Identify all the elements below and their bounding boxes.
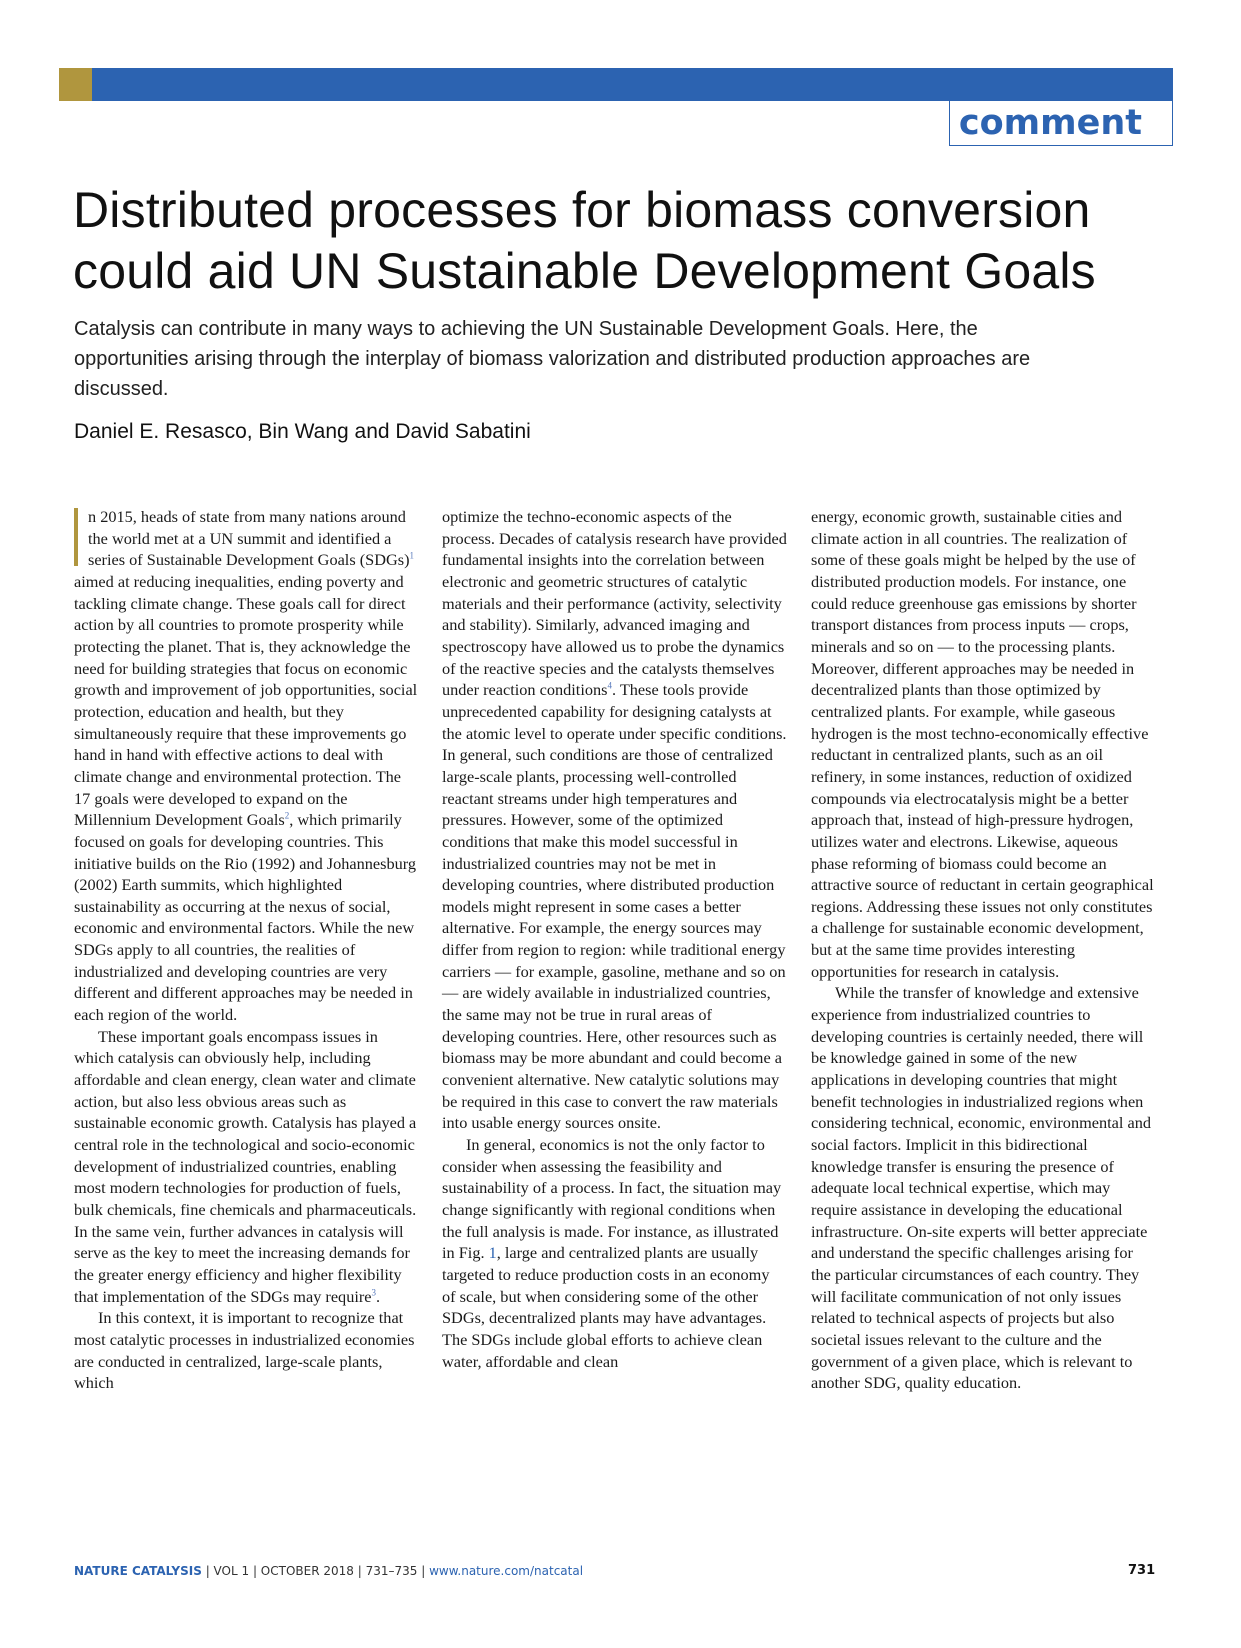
- paragraph-text: aimed at reducing inequalities, ending poverty and tackling climate change. These goals call for direct action by all countries to promote prosperity while protecting the planet. That is, they acknowledge the need for building strategies that focus on economic growth and improvement of job opportunities, social protection, education and health, but they simultaneously require that these improvements go hand in hand with effective actions to deal with climate change and environmental protection. The 17 goals were developed to expand on the Millennium Development Goals: [74, 571, 418, 830]
- issue-details: | VOL 1 | OCTOBER 2018 | 731–735 |: [201, 1564, 430, 1578]
- page-footer: [74, 1564, 583, 1578]
- paragraph-text: , large and centralized plants are usually targeted to reduce production costs in an economy of scale, but when considering some of the other SDGs, decentralized plants may have advantages. The SDGs include global efforts to achieve clean water, affordable and clean: [442, 1243, 770, 1371]
- paragraph-text: .: [376, 1286, 381, 1306]
- paragraph-text: . These tools provide unprecedented capability for designing catalysts at the atomic level to operate under specific conditions. In general, such conditions are those of centralized large-scale plants, processing well-controlled reactant streams under high temperatures and pressures. However, some of the optimized conditions that make this model successful in industrialized countries may not be met in developing countries, where distributed production models might represent in some cases a better alternative. For example, the energy sources may differ from region to region: while traditional energy carriers — for example, gasoline, methane and so on — are widely available in industrialized countries, the same may not be true in rural areas of developing countries. Here, other resources such as biomass may be more abundant and could become a convenient alternative. New catalytic solutions may be required in this case to convert the raw materials into usable energy sources onsite.: [442, 680, 787, 1133]
- paragraph-text: In general, economics is not the only factor to consider when assessing the feasibility and sustainability of a process. In fact, the situation may change significantly with regional conditions when the full analysis is made. For instance, as illustrated in Fig.: [442, 1135, 782, 1263]
- paragraph-text: These important goals encompass issues in which catalysis can obviously help, including affordable and clean energy, clean water and climate action, but also less obvious areas such as sustainable economic growth. Catalysis has played a central role in the technological and socio-economic development of industrialized countries, enabling most modern technologies for production of fuels, bulk chemicals, fine chemicals and pharmaceuticals. In the same vein, further advances in catalysis will serve as the key to meet the increasing demands for the greater energy efficiency and higher flexibility that implementation of the SDGs may require: [74, 1026, 417, 1306]
- paragraph-text: optimize the techno-economic aspects of the process. Decades of catalysis research have provided fundamental insights into the correlation between electronic and geometric structures of catalytic materials and their performance (activity, selectivity and stability). Similarly, advanced imaging and spectroscopy have allowed us to probe the dynamics of the reactive species and the catalysts themselves under reaction conditions: [442, 507, 787, 700]
- journal-url-link[interactable]: www.nature.com/natcatal: [429, 1564, 584, 1578]
- standfirst: Catalysis can contribute in many ways to achieving the UN Sustainable Development Goals. Here, the opportunities arising through the interplay of biomass valorization and distributed production approaches are discussed.: [74, 318, 1031, 400]
- figure-link[interactable]: 1: [488, 1243, 497, 1263]
- author-list: Daniel E. Resasco, Bin Wang and David Sabatini: [74, 420, 531, 443]
- article-title: Distributed processes for biomass conversion could aid UN Sustainable Development Goals: [73, 182, 1096, 299]
- reference-link[interactable]: 2: [284, 810, 290, 821]
- body-paragraph: While the transfer of knowledge and extensive experience from industrialized countries to developing countries is certainly needed, there will be knowledge gained in some of the new applications in developing countries that might benefit technologies in industrialized regions when considering technical, economic, environmental and social factors. Implicit in this bidirectional knowledge transfer is ensuring the presence of adequate local technical expertise, which may require assistance in developing the educational infrastructure. On-site experts will better appreciate and understand the specific challenges arising for the particular circumstances of each country. They will facilitate communication of not only issues related to technical aspects of projects but also societal issues relevant to the culture and the government of a given place, which is relevant to another SDG, quality education.: [811, 983, 1151, 1393]
- body-paragraph: In this context, it is important to recognize that most catalytic processes in industrialized economies are conducted in centralized, large-scale plants, which: [74, 1308, 415, 1393]
- body-paragraph: [74, 1026, 419, 1308]
- body-paragraph: [74, 506, 419, 1026]
- paragraph-text: , which primarily focused on goals for developing countries. This initiative builds on the Rio (1992) and Johannesburg (2002) Earth summits, which highlighted sustainability as occurring at the nexus of social, economic and environmental factors. While the new SDGs apply to all countries, the realities of industrialized and developing countries are very different and different approaches may be needed in each region of the world.: [74, 810, 417, 1025]
- header-color-bar: [59, 68, 1173, 101]
- body-paragraph: [442, 1134, 787, 1372]
- body-paragraph: energy, economic growth, sustainable cities and climate action in all countries. The realization of some of these goals might be helped by the use of distributed production models. For instance, one could reduce greenhouse gas emissions by shorter transport distances from process inputs — crops, minerals and so on — to the processing plants. Moreover, different approaches may be needed in decentralized plants than those optimized by centralized plants. For example, while gaseous hydrogen is the most techno-economically effective reductant in centralized plants, such as an oil refinery, in some instances, reduction of oxidized compounds via electrocatalysis might be a better approach that, instead of high-pressure hydrogen, utilizes water and electrons. Likewise, aqueous phase reforming of biomass could become an attractive source of reductant in certain geographical regions. Addressing these issues not only constitutes a challenge for sustainable economic development, but at the same time provides interesting opportunities for research in catalysis.: [811, 507, 1154, 981]
- reference-link[interactable]: 3: [371, 1287, 377, 1298]
- body-paragraph: [442, 506, 787, 1134]
- section-tag: comment: [949, 101, 1173, 146]
- drop-cap: [74, 508, 78, 566]
- body-column-1: [74, 506, 419, 1394]
- reference-link[interactable]: 1: [409, 550, 414, 561]
- reference-link[interactable]: 4: [607, 680, 612, 691]
- header-gold-block: [59, 68, 92, 101]
- body-column-2: [442, 506, 787, 1372]
- body-column-3: [811, 506, 1156, 1394]
- page-number: 731: [1128, 1563, 1156, 1578]
- journal-name: NATURE CATALYSIS: [74, 1564, 202, 1578]
- paragraph-text: n 2015, heads of state from many nations around the world met at a UN summit and identified a series of Sustainable Development Goals (SDGs): [88, 507, 410, 570]
